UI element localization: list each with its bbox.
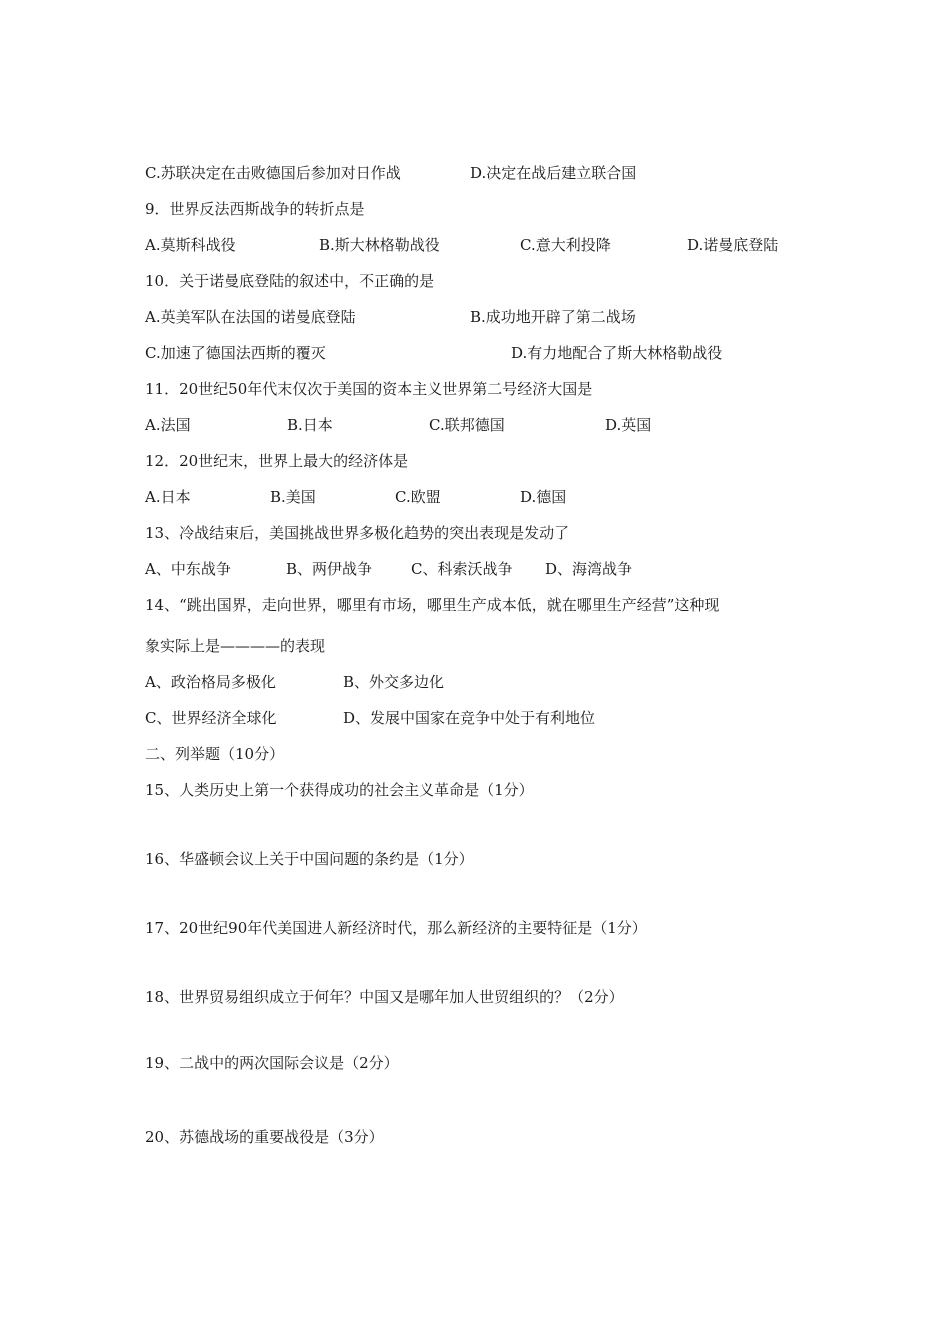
q8-option-d: D.决定在战后建立联合国 xyxy=(470,164,637,182)
q12-stem: 12．20世纪末，世界上最大的经济体是 xyxy=(145,452,409,470)
q12-option-d: D.德国 xyxy=(520,488,567,506)
q12-option-a: A.日本 xyxy=(145,488,191,506)
q17-stem: 17、20世纪90年代美国进人新经济时代，那么新经济的主要特征是（1分） xyxy=(145,919,647,937)
q11-stem: 11．20世纪50年代末仅次于美国的资本主义世界第二号经济大国是 xyxy=(145,380,593,398)
q14-option-b: B、外交多边化 xyxy=(343,673,445,691)
q16-stem: 16、华盛顿会议上关于中国问题的条约是（1分） xyxy=(145,850,474,868)
q11-option-c: C.联邦德国 xyxy=(429,416,505,434)
q9-option-c: C.意大利投降 xyxy=(520,236,611,254)
q14-stem-line-1: 14、“跳出国界，走向世界，哪里有市场，哪里生产成本低，就在哪里生产经营”这种现 xyxy=(145,596,720,614)
q13-option-c: C、科索沃战争 xyxy=(411,560,513,578)
q13-option-d: D、海湾战争 xyxy=(545,560,633,578)
q11-option-a: A.法国 xyxy=(145,416,191,434)
q9-option-b: B.斯大林格勒战役 xyxy=(319,236,440,254)
section-2-heading: 二、列举题（10分） xyxy=(145,745,285,763)
q11-option-b: B.日本 xyxy=(287,416,333,434)
q10-option-d: D.有力地配合了斯大林格勒战役 xyxy=(511,344,723,362)
q9-stem: 9．世界反法西斯战争的转折点是 xyxy=(145,200,365,218)
q20-stem: 20、苏德战场的重要战役是（3分） xyxy=(145,1128,384,1146)
q14-option-d: D、发展中国家在竞争中处于有利地位 xyxy=(343,709,596,727)
q14-stem-line-2: 象实际上是————的表现 xyxy=(145,637,326,655)
q10-option-c: C.加速了德国法西斯的覆灭 xyxy=(145,344,326,362)
q18-stem: 18、世界贸易组织成立于何年？中国又是哪年加人世贸组织的？（2分） xyxy=(145,988,624,1006)
q12-option-b: B.美国 xyxy=(270,488,316,506)
q12-option-c: C.欧盟 xyxy=(395,488,441,506)
q13-option-b: B、两伊战争 xyxy=(286,560,373,578)
q11-option-d: D.英国 xyxy=(605,416,652,434)
q14-option-c: C、世界经济全球化 xyxy=(145,709,277,727)
q13-option-a: A、中东战争 xyxy=(145,560,231,578)
q9-option-a: A.莫斯科战役 xyxy=(145,236,236,254)
q10-option-b: B.成功地开辟了第二战场 xyxy=(470,308,636,326)
q14-option-a: A、政治格局多极化 xyxy=(145,673,276,691)
q15-stem: 15、人类历史上第一个获得成功的社会主义革命是（1分） xyxy=(145,781,534,799)
q10-stem: 10．关于诺曼底登陆的叙述中，不正确的是 xyxy=(145,272,435,290)
q19-stem: 19、二战中的两次国际会议是（2分） xyxy=(145,1054,399,1072)
q9-option-d: D.诺曼底登陆 xyxy=(687,236,779,254)
q8-option-c: C.苏联决定在击败德国后参加对日作战 xyxy=(145,164,401,182)
q13-stem: 13、冷战结束后，美国挑战世界多极化趋势的突出表现是发动了 xyxy=(145,524,570,542)
q10-option-a: A.英美军队在法国的诺曼底登陆 xyxy=(145,308,356,326)
